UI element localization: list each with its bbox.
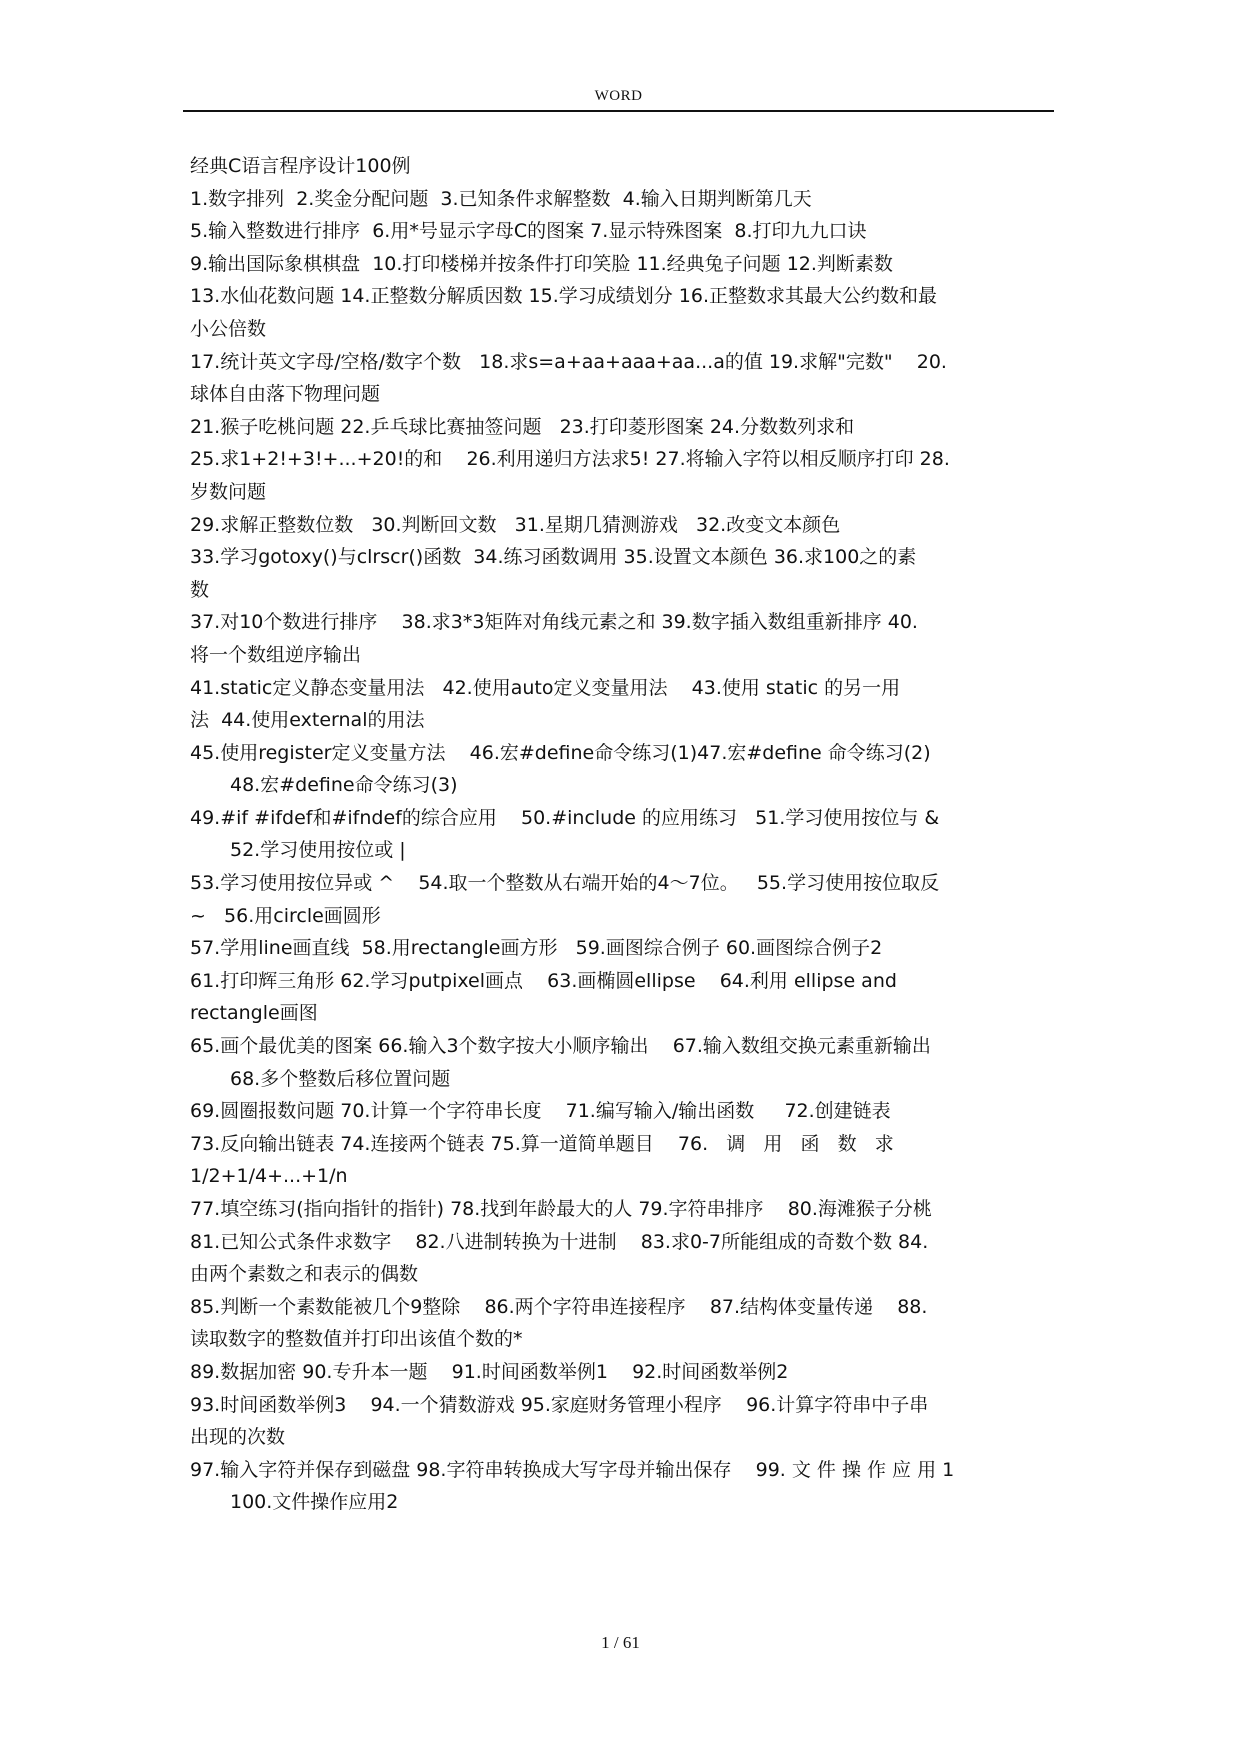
list-line: 球体自由落下物理问题 xyxy=(190,383,381,406)
list-line: 52.学习使用按位或 | xyxy=(230,839,406,862)
list-line: 1/2+1/4+...+1/n xyxy=(190,1165,348,1188)
list-line: 81.已知公式条件求数字 82.八进制转换为十进制 83.求0-7所能组成的奇数个数 84. xyxy=(190,1230,929,1253)
list-line: 57.学用line画直线 58.用rectangle画方形 59.画图综合例子 60.画图综合例子2 xyxy=(190,937,883,960)
list-line: 9.输出国际象棋棋盘 10.打印楼梯并按条件打印笑脸 11.经典兔子问题 12.判断素数 xyxy=(190,252,893,275)
list-line: 48.宏#define命令练习(3) xyxy=(230,774,458,797)
page-number: 1 / 61 xyxy=(601,1633,640,1652)
list-line: rectangle画图 xyxy=(190,1002,318,1025)
list-line: 45.使用register定义变量方法 46.宏#define命令练习(1)47.宏#define 命令练习(2) xyxy=(190,741,931,764)
list-line: 93.时间函数举例3 94.一个猜数游戏 95.家庭财务管理小程序 96.计算字符串中子串 xyxy=(190,1393,929,1416)
list-line: 69.圆圈报数问题 70.计算一个字符串长度 71.编写输入/输出函数 72.创建链表 xyxy=(190,1100,891,1123)
list-line: 33.学习gotoxy()与clrscr()函数 34.练习函数调用 35.设置文本颜色 36.求100之的素 xyxy=(190,546,917,569)
list-line: 1.数字排列 2.奖金分配问题 3.已知条件求解整数 4.输入日期判断第几天 xyxy=(190,187,812,210)
list-line: 法 44.使用external的用法 xyxy=(190,709,425,732)
list-line: 89.数据加密 90.专升本一题 91.时间函数举例1 92.时间函数举例2 xyxy=(190,1360,789,1383)
list-line: 数 xyxy=(190,578,210,601)
list-line: 73.反向输出链表 74.连接两个链表 75.算一道简单题目 76. 调 用 函 数 求 xyxy=(190,1132,894,1155)
list-line: 读取数字的整数值并打印出该值个数的* xyxy=(190,1328,523,1351)
list-line: 41.static定义静态变量用法 42.使用auto定义变量用法 43.使用 static 的另一用 xyxy=(190,676,901,699)
list-line: 25.求1+2!+3!+...+20!的和 26.利用递归方法求5! 27.将输入字符以相反顺序打印 28. xyxy=(190,448,950,471)
header-divider xyxy=(183,110,1054,112)
list-line: 77.填空练习(指向指针的指针) 78.找到年龄最大的人 79.字符串排序 80.海滩猴子分桃 xyxy=(190,1198,932,1220)
list-line: 61.打印辉三角形 62.学习putpixel画点 63.画椭圆ellipse 64.利用 ellipse and xyxy=(190,969,897,992)
list-line: 5.输入整数进行排序 6.用*号显示字母C的图案 7.显示特殊图案 8.打印九九口诀 xyxy=(190,220,867,243)
list-line: 由两个素数之和表示的偶数 xyxy=(190,1263,419,1286)
list-line: 100.文件操作应用2 xyxy=(230,1491,399,1514)
list-line: ~ 56.用circle画圆形 xyxy=(190,904,381,927)
list-line: 53.学习使用按位异或 ^ 54.取一个整数从右端开始的4～7位。 55.学习使用按位取反 xyxy=(190,872,940,895)
list-line: 岁数问题 xyxy=(190,480,267,503)
list-line: 85.判断一个素数能被几个9整除 86.两个字符串连接程序 87.结构体变量传递 88. xyxy=(190,1295,928,1318)
list-line: 13.水仙花数问题 14.正整数分解质因数 15.学习成绩划分 16.正整数求其最大公约数和最 xyxy=(190,285,937,308)
document-title: 经典C语言程序设计100例 xyxy=(190,155,411,177)
document-body xyxy=(190,150,1060,1519)
list-line: 49.#if #ifdef和#ifndef的综合应用 50.#include 的应用练习 51.学习使用按位与 & xyxy=(190,806,940,829)
list-line: 68.多个整数后移位置问题 xyxy=(230,1067,451,1090)
list-line: 21.猴子吃桃问题 22.乒乓球比赛抽签问题 23.打印菱形图案 24.分数数列求和 xyxy=(190,415,855,438)
list-line: 17.统计英文字母/空格/数字个数 18.求s=a+aa+aaa+aa...a的值 19.求解"完数" 20. xyxy=(190,350,947,373)
list-line: 37.对10个数进行排序 38.求3*3矩阵对角线元素之和 39.数字插入数组重新排序 40. xyxy=(190,611,918,634)
list-line: 小公倍数 xyxy=(190,317,267,340)
list-line: 29.求解正整数位数 30.判断回文数 31.星期几猜测游戏 32.改变文本颜色 xyxy=(190,513,841,536)
list-line: 将一个数组逆序输出 xyxy=(190,643,362,666)
list-line: 65.画个最优美的图案 66.输入3个数字按大小顺序输出 67.输入数组交换元素重新输出 xyxy=(190,1035,931,1058)
list-line: 97.输入字符并保存到磁盘 98.字符串转换成大写字母并输出保存 99. 文 件 操 作 应 用 1 xyxy=(190,1458,955,1481)
page-header: WORD xyxy=(594,88,643,104)
list-line: 出现的次数 xyxy=(190,1426,286,1449)
